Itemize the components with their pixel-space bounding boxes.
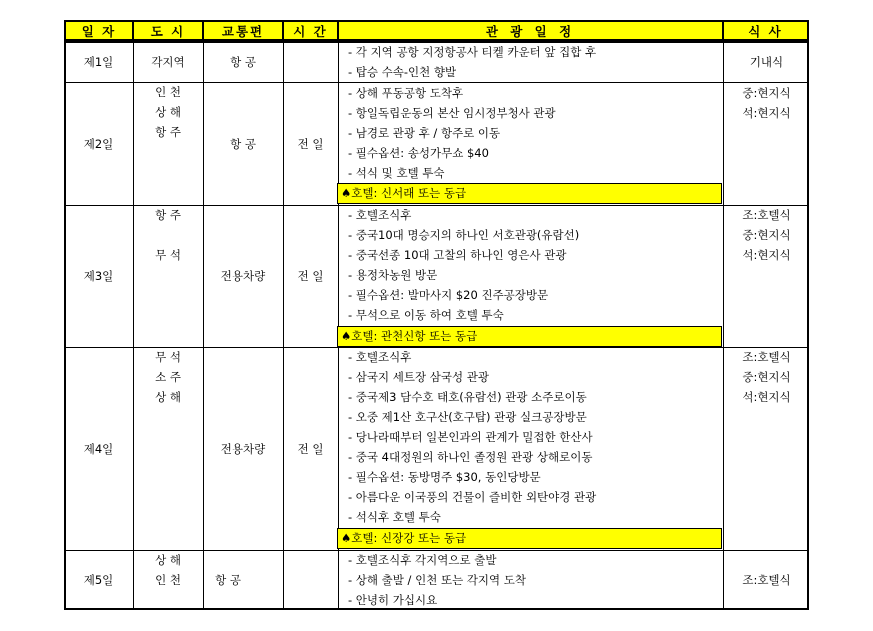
activity-item: - 상해 푸동공항 도착후 (348, 86, 464, 100)
day-label: 제3일 (83, 269, 114, 283)
transport-mode: 전용차량 (220, 269, 266, 283)
time-value: 전 일 (297, 269, 324, 283)
header-time: 시 간 (282, 20, 339, 41)
activity-item: - 중국 4대정원의 하나인 졸정원 관광 상해로이동 (348, 450, 593, 464)
day-label: 제5일 (83, 573, 114, 587)
city-name: 각지역 (151, 54, 185, 69)
city-name: 무 석 (155, 350, 181, 364)
header-meals: 식 사 (722, 20, 809, 41)
city-name: 상 해 (155, 105, 181, 119)
activity-item: - 아름다운 이국풍의 건물이 즐비한 외탄야경 관광 (348, 490, 597, 504)
activity-list (344, 347, 719, 527)
column-divider (723, 41, 724, 610)
city-list (133, 550, 203, 590)
meal-item: 석:현지식 (742, 248, 791, 262)
city-name: 인 천 (155, 573, 181, 587)
hotel-note: ♠호텔: 관천신항 또는 동급 (337, 326, 722, 347)
meals-list (724, 347, 809, 407)
meals-list (724, 550, 809, 590)
time-value (283, 550, 338, 610)
activity-item: - 중국선종 10대 고찰의 하나인 영은사 관광 (348, 248, 567, 262)
activity-list (344, 42, 719, 82)
activity-item: - 호텔조식후 각지역으로 출발 (348, 553, 497, 567)
activity-item: - 중국10대 명승지의 하나인 서호관광(유람선) (348, 228, 580, 242)
city-name: 항 주 (155, 208, 181, 222)
activity-item: - 상해 출발 / 인천 또는 각지역 도착 (348, 573, 527, 587)
itinerary-table (64, 20, 809, 610)
activity-item: - 석식 및 호텔 투숙 (348, 166, 445, 180)
header-city: 도 시 (132, 20, 204, 41)
meal-item: 기내식 (749, 55, 784, 69)
meal-item: 조:호텔식 (742, 573, 791, 587)
activity-item: - 오중 제1산 호구산(호구탑) 관광 실크공장방문 (348, 410, 587, 424)
city-name: 소 주 (155, 370, 181, 384)
transport-mode: 항 공 (230, 54, 256, 69)
time-value: 전 일 (297, 136, 324, 151)
activity-item: - 필수옵션: 동방명주 $30, 동인당방문 (348, 470, 541, 484)
meals-list (724, 83, 809, 123)
day-label: 제4일 (83, 441, 114, 456)
meal-item: 중:현지식 (742, 86, 791, 100)
activity-item: - 석식후 호텔 투숙 (348, 510, 441, 524)
transport-mode: 전용차량 (220, 441, 266, 456)
header-day: 일 자 (64, 20, 134, 41)
activity-item: - 남경로 관광 후 / 항주로 이동 (348, 126, 501, 140)
meal-item: 석:현지식 (742, 106, 791, 120)
activity-item: - 각 지역 공항 지정항공사 티켙 카운터 앞 집합 후 (348, 45, 597, 59)
hotel-note: ♠호텔: 신서래 또는 동급 (337, 183, 722, 204)
activity-item: - 삼국지 세트장 삼국성 관광 (348, 370, 489, 384)
meal-item: 석:현지식 (742, 390, 791, 404)
activity-item: - 호텔조식후 (348, 350, 412, 364)
header-itinerary: 관 광 일 정 (337, 20, 724, 41)
activity-item: - 탑승 수속-인천 향발 (348, 65, 457, 79)
day-label: 제1일 (83, 54, 114, 69)
header-transport: 교통편 (202, 20, 284, 41)
transport-mode: 항 공 (215, 573, 241, 587)
city-name: 상 해 (155, 553, 181, 567)
meal-item: 중:현지식 (742, 370, 791, 384)
activity-item: - 항일독립운동의 본산 임시정부청사 관광 (348, 106, 556, 120)
meal-item: 조:호텔식 (742, 350, 791, 364)
city-list (133, 205, 203, 265)
activity-item: - 필수옵션: 송성가무쇼 $40 (348, 146, 489, 160)
activity-item: - 당나라때부터 일본인과의 관계가 밀접한 한산사 (348, 430, 593, 444)
city-name: 무 석 (155, 248, 181, 262)
city-name: 인 천 (155, 85, 181, 99)
transport-mode: 항 공 (230, 136, 256, 151)
time-value (283, 41, 338, 82)
city-list (133, 347, 203, 407)
activity-list (344, 83, 719, 183)
day-label: 제2일 (83, 136, 114, 151)
activity-item: - 무석으로 이동 하여 호텔 투숙 (348, 308, 504, 322)
hotel-note: ♠호텔: 신장강 또는 동급 (337, 528, 722, 549)
activity-item: - 중국제3 담수호 태호(유람선) 관광 소주로이동 (348, 390, 587, 404)
activity-item: - 호텔조식후 (348, 208, 412, 222)
city-name: 항 주 (155, 125, 181, 139)
activity-item: - 용정차농원 방문 (348, 268, 438, 282)
meals-list (724, 52, 809, 72)
meal-item: 조:호텔식 (742, 208, 791, 222)
city-list (133, 82, 203, 142)
meal-item: 중:현지식 (742, 228, 791, 242)
activity-list (344, 205, 719, 325)
activity-item: - 안녕히 가십시요 (348, 593, 438, 607)
activity-list (344, 550, 719, 610)
city-name: 상 해 (155, 390, 181, 404)
meals-list (724, 205, 809, 265)
time-value: 전 일 (297, 441, 324, 456)
activity-item: - 필수옵션: 발마사지 $20 진주공장방문 (348, 288, 549, 302)
